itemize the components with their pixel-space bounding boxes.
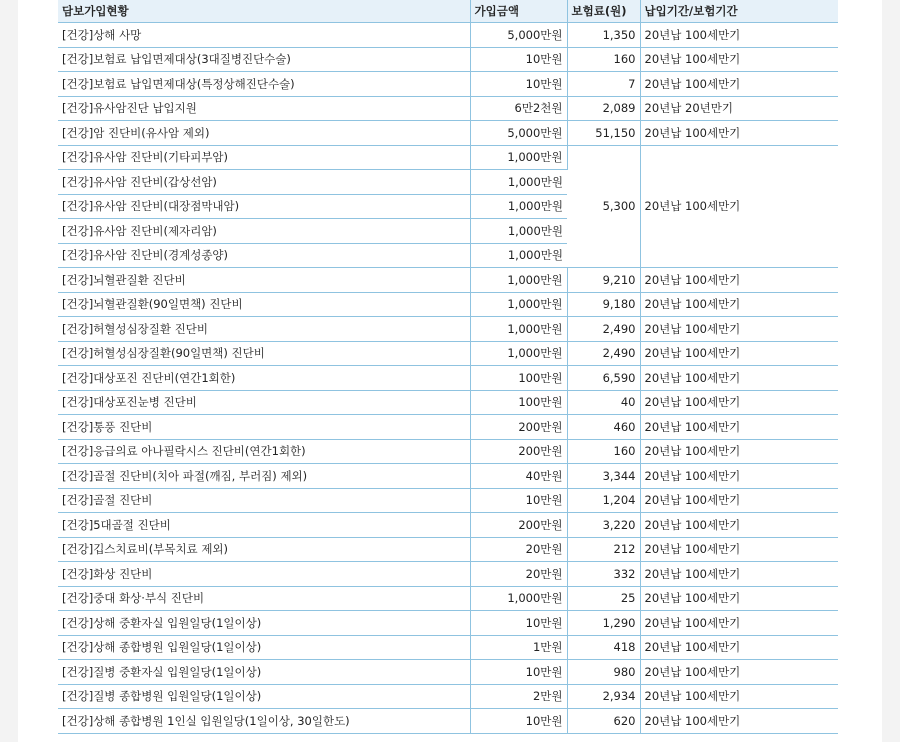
coverage-premium: 620 (567, 709, 640, 734)
table-row (58, 415, 838, 440)
table-row (58, 562, 838, 587)
coverage-amount: 20만원 (470, 537, 567, 562)
coverage-amount: 10만원 (470, 72, 567, 97)
coverage-name: [건강]화상 진단비 (58, 562, 470, 587)
coverage-premium: 2,490 (567, 317, 640, 342)
coverage-name: [건강]유사암 진단비(대장점막내암) (58, 194, 470, 219)
coverage-name: [건강]질병 종합병원 입원일당(1일이상) (58, 684, 470, 709)
coverage-period: 20년납 100세만기 (640, 415, 838, 440)
coverage-name: [건강]뇌혈관질환 진단비 (58, 268, 470, 293)
coverage-amount: 10만원 (470, 611, 567, 636)
coverage-name: [건강]질병 중환자실 입원일당(1일이상) (58, 660, 470, 685)
coverage-name: [건강]허혈성심장질환(90일면책) 진단비 (58, 341, 470, 366)
coverage-name: [건강]대상포진 진단비(연간1회한) (58, 366, 470, 391)
coverage-name: [건강]유사암 진단비(제자리암) (58, 219, 470, 244)
table-row (58, 635, 838, 660)
coverage-amount: 200만원 (470, 513, 567, 538)
coverage-amount: 1,000만원 (470, 341, 567, 366)
coverage-amount: 1,000만원 (470, 219, 567, 244)
coverage-premium: 51,150 (567, 121, 640, 146)
coverage-period: 20년납 100세만기 (640, 660, 838, 685)
table-row (58, 709, 838, 734)
coverage-amount: 100만원 (470, 366, 567, 391)
coverage-premium: 212 (567, 537, 640, 562)
table-row (58, 488, 838, 513)
coverage-name: [건강]상해 종합병원 1인실 입원일당(1일이상, 30일한도) (58, 709, 470, 734)
coverage-amount: 10만원 (470, 709, 567, 734)
coverage-name: [건강]골절 진단비(치아 파절(깨짐, 부러짐) 제외) (58, 464, 470, 489)
table-row (58, 611, 838, 636)
coverage-amount: 200만원 (470, 415, 567, 440)
header-coverage: 담보가입현황 (58, 0, 470, 23)
table-row (58, 366, 838, 391)
table-row (58, 439, 838, 464)
coverage-premium: 418 (567, 635, 640, 660)
coverage-name: [건강]유사암 진단비(기타피부암) (58, 145, 470, 170)
coverage-amount: 1,000만원 (470, 170, 567, 195)
coverage-amount: 5,000만원 (470, 121, 567, 146)
coverage-amount: 40만원 (470, 464, 567, 489)
coverage-name: [건강]상해 사망 (58, 23, 470, 48)
coverage-premium-merged: 5,300 (567, 145, 640, 268)
coverage-amount: 1,000만원 (470, 268, 567, 293)
coverage-premium: 160 (567, 47, 640, 72)
coverage-premium: 332 (567, 562, 640, 587)
table-row (58, 72, 838, 97)
coverage-name: [건강]유사암 진단비(경계성종양) (58, 243, 470, 268)
coverage-period: 20년납 100세만기 (640, 121, 838, 146)
coverage-name: [건강]깁스치료비(부목치료 제외) (58, 537, 470, 562)
coverage-name: [건강]골절 진단비 (58, 488, 470, 513)
coverage-name: [건강]상해 중환자실 입원일당(1일이상) (58, 611, 470, 636)
table-row (58, 317, 838, 342)
coverage-period: 20년납 100세만기 (640, 709, 838, 734)
coverage-period: 20년납 100세만기 (640, 635, 838, 660)
coverage-amount: 6만2천원 (470, 96, 567, 121)
coverage-name: [건강]상해 종합병원 입원일당(1일이상) (58, 635, 470, 660)
coverage-premium: 2,089 (567, 96, 640, 121)
coverage-period: 20년납 100세만기 (640, 684, 838, 709)
coverage-name: [건강]유사암진단 납입지원 (58, 96, 470, 121)
coverage-amount: 5,000만원 (470, 23, 567, 48)
coverage-amount: 1,000만원 (470, 145, 567, 170)
table-row (58, 23, 838, 48)
table-row (58, 268, 838, 293)
coverage-name: [건강]유사암 진단비(갑상선암) (58, 170, 470, 195)
coverage-premium: 1,350 (567, 23, 640, 48)
coverage-period: 20년납 100세만기 (640, 537, 838, 562)
coverage-amount: 10만원 (470, 47, 567, 72)
table-row (58, 464, 838, 489)
coverage-name: [건강]5대골절 진단비 (58, 513, 470, 538)
table-row (58, 586, 838, 611)
coverage-name: [건강]뇌혈관질환(90일면책) 진단비 (58, 292, 470, 317)
coverage-name: [건강]통풍 진단비 (58, 415, 470, 440)
coverage-amount: 10만원 (470, 488, 567, 513)
coverage-premium: 7 (567, 72, 640, 97)
table-row (58, 292, 838, 317)
coverage-amount: 2만원 (470, 684, 567, 709)
header-row (58, 0, 838, 23)
coverage-premium: 9,180 (567, 292, 640, 317)
coverage-premium: 160 (567, 439, 640, 464)
coverage-premium: 6,590 (567, 366, 640, 391)
coverage-period: 20년납 100세만기 (640, 366, 838, 391)
coverage-period: 20년납 100세만기 (640, 341, 838, 366)
coverage-premium: 1,204 (567, 488, 640, 513)
coverage-period: 20년납 100세만기 (640, 488, 838, 513)
coverage-name: [건강]중대 화상·부식 진단비 (58, 586, 470, 611)
table-row (58, 537, 838, 562)
table-row (58, 513, 838, 538)
coverage-period-merged: 20년납 100세만기 (640, 145, 838, 268)
coverage-period: 20년납 100세만기 (640, 439, 838, 464)
coverage-period: 20년납 100세만기 (640, 611, 838, 636)
coverage-premium: 25 (567, 586, 640, 611)
coverage-period: 20년납 100세만기 (640, 23, 838, 48)
coverage-premium: 2,490 (567, 341, 640, 366)
coverage-amount: 1,000만원 (470, 586, 567, 611)
coverage-period: 20년납 100세만기 (640, 47, 838, 72)
table-row (58, 390, 838, 415)
coverage-amount: 10만원 (470, 660, 567, 685)
table-row (58, 145, 838, 170)
table-row (58, 121, 838, 146)
header-amount: 가입금액 (470, 0, 567, 23)
coverage-period: 20년납 100세만기 (640, 390, 838, 415)
table-row (58, 96, 838, 121)
coverage-name: [건강]암 진단비(유사암 제외) (58, 121, 470, 146)
table-row (58, 47, 838, 72)
coverage-premium: 3,344 (567, 464, 640, 489)
coverage-period: 20년납 100세만기 (640, 317, 838, 342)
header-premium: 보험료(원) (567, 0, 640, 23)
coverage-name: [건강]허혈성심장질환 진단비 (58, 317, 470, 342)
coverage-amount: 20만원 (470, 562, 567, 587)
coverage-name: [건강]보험료 납입면제대상(3대질병진단수술) (58, 47, 470, 72)
coverage-name: [건강]응급의료 아나필락시스 진단비(연간1회한) (58, 439, 470, 464)
coverage-name: [건강]대상포진눈병 진단비 (58, 390, 470, 415)
coverage-period: 20년납 100세만기 (640, 513, 838, 538)
coverage-amount: 1,000만원 (470, 317, 567, 342)
coverage-name: [건강]보험료 납입면제대상(특정상해진단수술) (58, 72, 470, 97)
coverage-premium: 40 (567, 390, 640, 415)
coverage-amount: 1,000만원 (470, 243, 567, 268)
coverage-amount: 1만원 (470, 635, 567, 660)
coverage-period: 20년납 100세만기 (640, 586, 838, 611)
coverage-premium: 1,290 (567, 611, 640, 636)
coverage-amount: 1,000만원 (470, 194, 567, 219)
coverage-premium: 2,934 (567, 684, 640, 709)
table-row (58, 660, 838, 685)
table-row (58, 684, 838, 709)
coverage-period: 20년납 100세만기 (640, 268, 838, 293)
document-sheet (18, 0, 882, 742)
coverage-period: 20년납 20년만기 (640, 96, 838, 121)
header-period: 납입기간/보험기간 (640, 0, 838, 23)
table-row (58, 341, 838, 366)
coverage-period: 20년납 100세만기 (640, 72, 838, 97)
coverage-period: 20년납 100세만기 (640, 562, 838, 587)
coverage-premium: 460 (567, 415, 640, 440)
coverage-amount: 100만원 (470, 390, 567, 415)
coverage-table (58, 0, 838, 734)
coverage-amount: 1,000만원 (470, 292, 567, 317)
coverage-premium: 9,210 (567, 268, 640, 293)
coverage-period: 20년납 100세만기 (640, 292, 838, 317)
coverage-period: 20년납 100세만기 (640, 464, 838, 489)
coverage-premium: 3,220 (567, 513, 640, 538)
coverage-amount: 200만원 (470, 439, 567, 464)
coverage-premium: 980 (567, 660, 640, 685)
